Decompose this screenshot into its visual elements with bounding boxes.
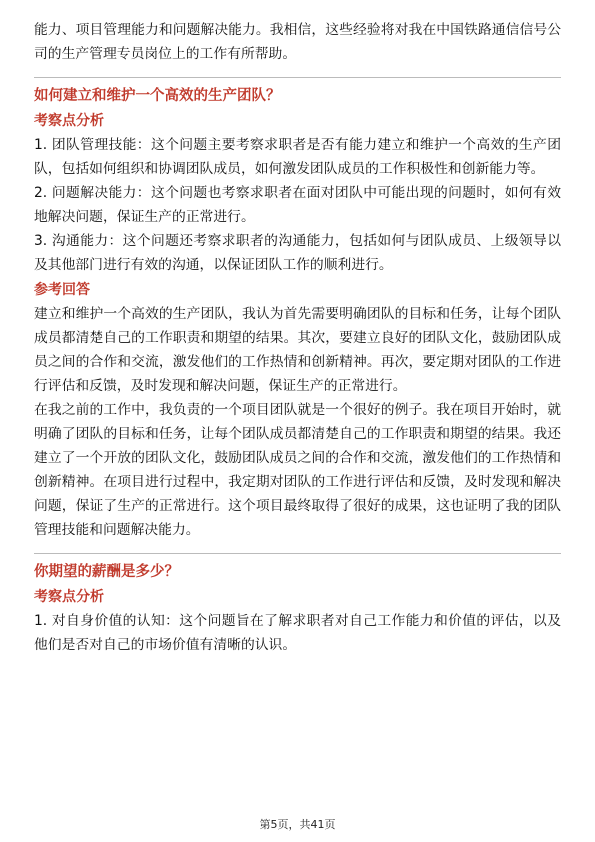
document-page <box>34 18 561 657</box>
section-divider <box>34 553 561 554</box>
analysis-item: 1. 团队管理技能：这个问题主要考察求职者是否有能力建立和维护一个高效的生产团队，包括如何组织和协调团队成员，如何激发团队成员的工作积极性和创新能力等。 <box>34 137 561 177</box>
intro-paragraph: 能力、项目管理能力和问题解决能力。我相信，这些经验将对我在中国铁路通信信号公司的生产管理专员岗位上的工作有所帮助。 <box>34 22 561 62</box>
section-divider <box>34 77 561 78</box>
page-number: 第5页，共41页 <box>259 818 336 831</box>
analysis-item: 2. 问题解决能力：这个问题也考察求职者在面对团队中可能出现的问题时，如何有效地解决问题，保证生产的正常进行。 <box>34 185 561 225</box>
analysis-heading: 考察点分析 <box>34 589 104 605</box>
analysis-heading: 考察点分析 <box>34 113 104 129</box>
answer-paragraph: 在我之前的工作中，我负责的一个项目团队就是一个很好的例子。我在项目开始时，就明确了团队的目标和任务，让每个团队成员都清楚自己的工作职责和期望的结果。我还建立了一个开放的团队文化，鼓励团队成员之间的合作和交流，激发他们的工作热情和创新精神。在项目进行过程中，我定期对团队的工作进行评估和反馈，及时发现和解决问题，保证了生产的正常进行。这个项目最终取得了很好的成果，这也证明了我的团队管理技能和问题解决能力。 <box>34 402 561 538</box>
question-title: 如何建立和维护一个高效的生产团队？ <box>34 88 281 104</box>
answer-paragraph: 建立和维护一个高效的生产团队，我认为首先需要明确团队的目标和任务，让每个团队成员都清楚自己的工作职责和期望的结果。其次，要建立良好的团队文化，鼓励团队成员之间的合作和交流，激发他们的工作热情和创新精神。再次，要定期对团队的工作进行评估和反馈，及时发现和解决问题，保证生产的正常进行。 <box>34 306 561 394</box>
analysis-item: 1. 对自身价值的认知：这个问题旨在了解求职者对自己工作能力和价值的评估，以及他们是否对自己的市场价值有清晰的认识。 <box>34 613 561 653</box>
question-title: 你期望的薪酬是多少？ <box>34 564 179 580</box>
analysis-item: 3. 沟通能力：这个问题还考察求职者的沟通能力，包括如何与团队成员、上级领导以及其他部门进行有效的沟通，以保证团队工作的顺利进行。 <box>34 233 561 273</box>
answer-heading: 参考回答 <box>34 282 90 298</box>
